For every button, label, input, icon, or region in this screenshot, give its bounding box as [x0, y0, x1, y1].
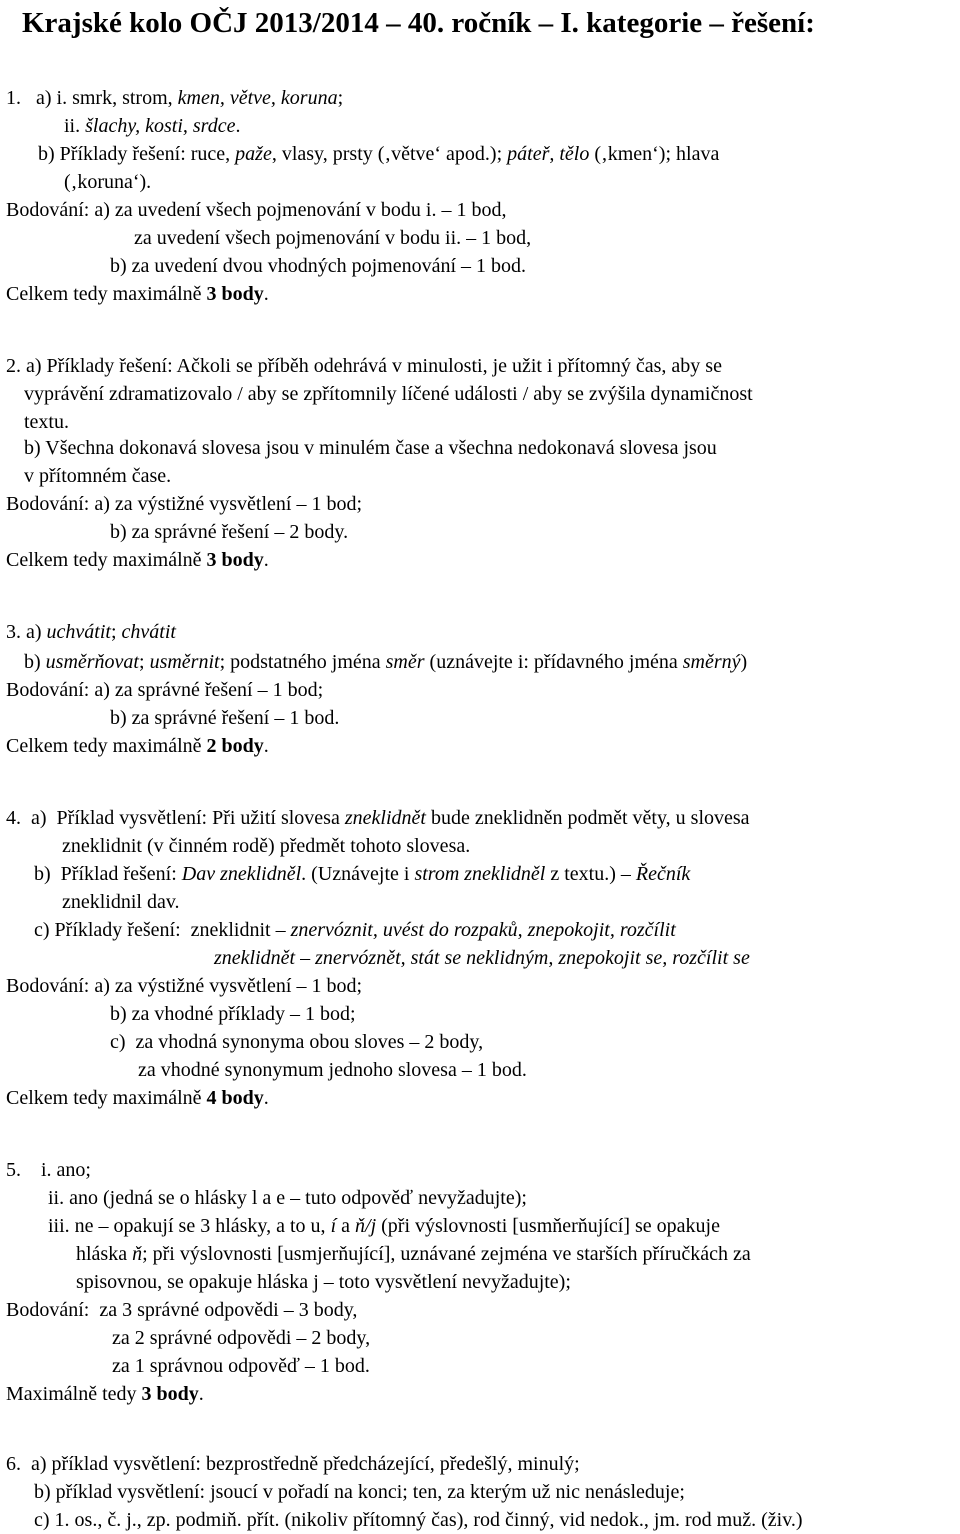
text-line: za vhodné synonymum jednoho slovesa – 1 bod. [138, 1059, 527, 1081]
text-line: hláska ň; při výslovnosti [usmjerňující], uznávané zejména ve starších příručkách za [76, 1243, 751, 1265]
text-line: Celkem tedy maximálně 3 body. [6, 283, 269, 305]
text-line: b) za vhodné příklady – 1 bod; [110, 1003, 356, 1025]
text-line: zneklidnit (v činném rodě) předmět tohoto slovesa. [62, 835, 471, 857]
page-title: Krajské kolo OČJ 2013/2014 – 40. ročník – I. kategorie – řešení: [22, 7, 815, 39]
text-line: (‚koruna‘). [64, 171, 152, 193]
text-line: 4. a) Příklad vysvětlení: Při užití slovesa zneklidnět bude zneklidněn podmět věty, u slovesa [6, 807, 750, 829]
text-line: vyprávění zdramatizovalo / aby se zpřítomnily líčené události / aby se zvýšila dynamičnost [24, 383, 753, 405]
text-line: b) za správné řešení – 2 body. [110, 521, 349, 543]
text-line: spisovnou, se opakuje hláska j – toto vysvětlení nevyžadujte); [76, 1271, 571, 1293]
text-line: c) za vhodná synonyma obou sloves – 2 body, [110, 1031, 484, 1053]
text-line: v přítomném čase. [24, 465, 172, 487]
text-line: b) Příklad řešení: Dav zneklidněl. (Uznávejte i strom zneklidněl z textu.) – Řečník [34, 863, 691, 885]
text-line: Celkem tedy maximálně 4 body. [6, 1087, 269, 1109]
text-line: c) Příklady řešení: zneklidnit – znervóznit, uvést do rozpaků, znepokojit, rozčílit [34, 919, 676, 941]
text-line: Bodování: za 3 správné odpovědi – 3 body, [6, 1299, 358, 1321]
text-line: b) Příklady řešení: ruce, paže, vlasy, prsty (‚větve‘ apod.); páteř, tělo (‚kmen‘); hlava [38, 143, 720, 165]
text-line: c) 1. os., č. j., zp. podmiň. přít. (nikoliv přítomný čas), rod činný, vid nedok., jm. rod muž. (živ.) [34, 1509, 803, 1531]
text-line: za 2 správné odpovědi – 2 body, [112, 1327, 371, 1349]
text-line: zneklidnil dav. [62, 891, 180, 913]
text-line: b) usměrňovat; usměrnit; podstatného jména směr (uznávejte i: přídavného jména směrný) [24, 651, 748, 673]
text-line: textu. [24, 411, 69, 433]
text-line: za uvedení všech pojmenování v bodu ii. – 1 bod, [134, 227, 532, 249]
text-line: ii. šlachy, kosti, srdce. [64, 115, 241, 137]
text-line: Bodování: a) za výstižné vysvětlení – 1 bod; [6, 493, 363, 515]
text-line: 1. a) i. smrk, strom, kmen, větve, koruna; [6, 87, 344, 109]
text-line: b) za správné řešení – 1 bod. [110, 707, 340, 729]
text-line: b) příklad vysvětlení: jsoucí v pořadí na konci; ten, za kterým už nic nenásleduje; [34, 1481, 685, 1503]
text-line: za 1 správnou odpověď – 1 bod. [112, 1355, 370, 1377]
text-line: zneklidnět – znervóznět, stát se neklidným, znepokojit se, rozčílit se [214, 947, 750, 969]
text-line: iii. ne – opakují se 3 hlásky, a to u, í a ň/j (při výslovnosti [usmňerňující] se opakuje [48, 1215, 720, 1237]
text-line: 3. a) uchvátit; chvátit [6, 621, 176, 643]
text-line: Celkem tedy maximálně 3 body. [6, 549, 269, 571]
text-line: 2. a) Příklady řešení: Ačkoli se příběh odehrává v minulosti, je užit i přítomný čas, aby se [6, 355, 722, 377]
text-line: b) Všechna dokonavá slovesa jsou v minulém čase a všechna nedokonavá slovesa jsou [24, 437, 717, 459]
text-line: b) za uvedení dvou vhodných pojmenování – 1 bod. [110, 255, 527, 277]
text-line: Celkem tedy maximálně 2 body. [6, 735, 269, 757]
text-line: Bodování: a) za správné řešení – 1 bod; [6, 679, 324, 701]
text-line: Maximálně tedy 3 body. [6, 1383, 204, 1405]
text-line: ii. ano (jedná se o hlásky l a e – tuto odpověď nevyžadujte); [48, 1187, 527, 1209]
text-line: Bodování: a) za uvedení všech pojmenování v bodu i. – 1 bod, [6, 199, 507, 221]
text-line: 5. i. ano; [6, 1159, 91, 1181]
text-line: 6. a) příklad vysvětlení: bezprostředně předcházející, předešlý, minulý; [6, 1453, 580, 1475]
text-line: Bodování: a) za výstižné vysvětlení – 1 bod; [6, 975, 363, 997]
